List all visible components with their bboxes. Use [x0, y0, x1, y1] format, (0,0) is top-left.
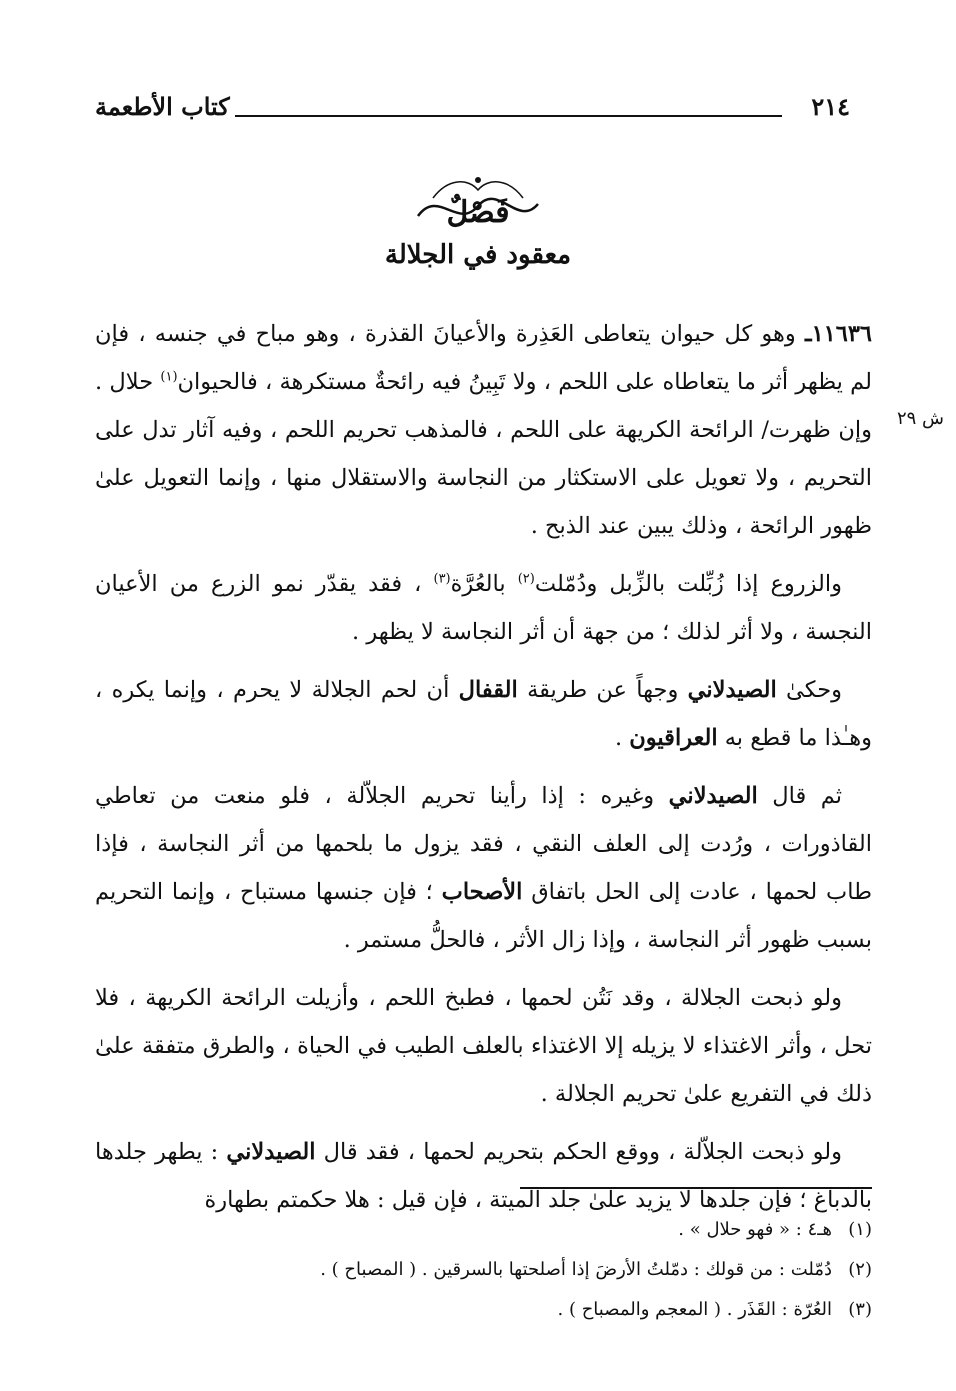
- footnote-text: هـ٤ : « فهو حلال » .: [678, 1219, 832, 1240]
- footnote-2: [95, 1250, 872, 1290]
- main-text: [95, 310, 872, 1234]
- paragraph-2: والزروع إذا زُبِّلت بالزِّبل ودُمّلت$^{(٢)}$ بالعُرَّة$^{(٣)}$ ، فقد يقدّر نمو الزرع من الأعيان النجسة ، ولا أثر لذلك ؛ من جهة أن أثر النجاسة لا يظهر .: [95, 571, 872, 645]
- paragraph-number: ١١٦٣٦ـ: [804, 321, 872, 347]
- footnote-number: (١): [848, 1219, 872, 1240]
- page-number: ٢١٤: [811, 92, 850, 121]
- footnote-text: العُرّة : القَذَر . ( المعجم والمصباح ) .: [557, 1299, 832, 1320]
- footnote-text: دُمّلت : من قولك : دمّلتُ الأرضَ إذا أصلحتها بالسرقين . ( المصباح ) .: [320, 1259, 832, 1280]
- paragraph-6: ولو ذبحت الجلاّلة ، ووقع الحكم بتحريم لحمها ، فقد قال الصيدلاني : يطهر جلدها بالدباغ ؛ فإن جلدها لا يزيد علىٰ جلد الميتة ، فإن قيل : هلا حكمتم بطهارة: [95, 1139, 872, 1213]
- book-title: كتاب الأطعمة: [95, 92, 230, 121]
- ornament-word: فَصْلٌ: [446, 195, 510, 230]
- footnote-number: (٣): [848, 1299, 872, 1320]
- paragraph-1: ١١٦٣٦ـ وهو كل حيوان يتعاطى العَذِرة والأعيانَ القذرة ، وهو مباح في جنسه ، فإن لم يظهر أثر ما يتعاطاه على اللحم ، ولا تَبِينُ فيه رائحةٌ مستكرهة ، فالحيوان$^{(١)}$ حلال . وإن ظهرت/ الرائحة الكريهة على اللحم ، فالمذهب تحريم اللحم ، وفيه آثار تدل على التحريم ، ولا تعويل على الاستكثار من النجاسة والاستقلال منها ، وإنما التعويل علىٰ ظهور الرائحة ، وذلك يبين عند الذبح .: [95, 321, 873, 539]
- footnote-number: (٢): [848, 1259, 872, 1280]
- footnotes: [95, 1210, 872, 1330]
- footnote-3: [95, 1290, 872, 1330]
- header-rule: [235, 115, 782, 117]
- fasl-ornament-icon: [378, 168, 578, 238]
- footnote-ref-3[interactable]: (٣): [433, 571, 451, 587]
- footnote-ref-2[interactable]: (٢): [517, 571, 535, 587]
- margin-note: ش ٢٩: [896, 408, 944, 429]
- section-title: معقود في الجلالة: [384, 240, 572, 270]
- footnote-rule: [520, 1187, 872, 1189]
- page-header: [95, 88, 850, 124]
- footnote-ref-1[interactable]: (١): [160, 369, 178, 385]
- paragraph-4: ثم قال الصيدلاني وغيره : إذا رأينا تحريم الجلاّلة ، فلو منعت من تعاطي القاذورات ، ورُدت إلى العلف النقي ، فقد يزول ما بلحمها من أثر النجاسة ، فإذا طاب لحمها ، عادت إلى الحل باتفاق الأصحاب ؛ فإن جنسها مستباح ، وإنما التحريم بسبب ظهور أثر النجاسة ، وإذا زال الأثر ، فالحلُّ مستمر .: [95, 783, 872, 953]
- paragraph-5: ولو ذبحت الجلالة ، وقد نَتُن لحمها ، فطبخ اللحم ، وأزيلت الرائحة الكريهة ، فلا تحل ، وأثر الاغتذاء لا يزيله إلا الاغتذاء بالعلف الطيب في الحياة ، والطرق متفقة علىٰ ذلك في التفريع علىٰ تحريم الجلالة .: [95, 985, 872, 1107]
- paragraph-3: وحكىٰ الصيدلاني وجهاً عن طريقة القفال أن لحم الجلالة لا يحرم ، وإنما يكره ، وهـٰذا ما قطع به العراقيون .: [95, 677, 872, 751]
- section-ornament: [378, 168, 578, 238]
- footnote-1: [95, 1210, 872, 1250]
